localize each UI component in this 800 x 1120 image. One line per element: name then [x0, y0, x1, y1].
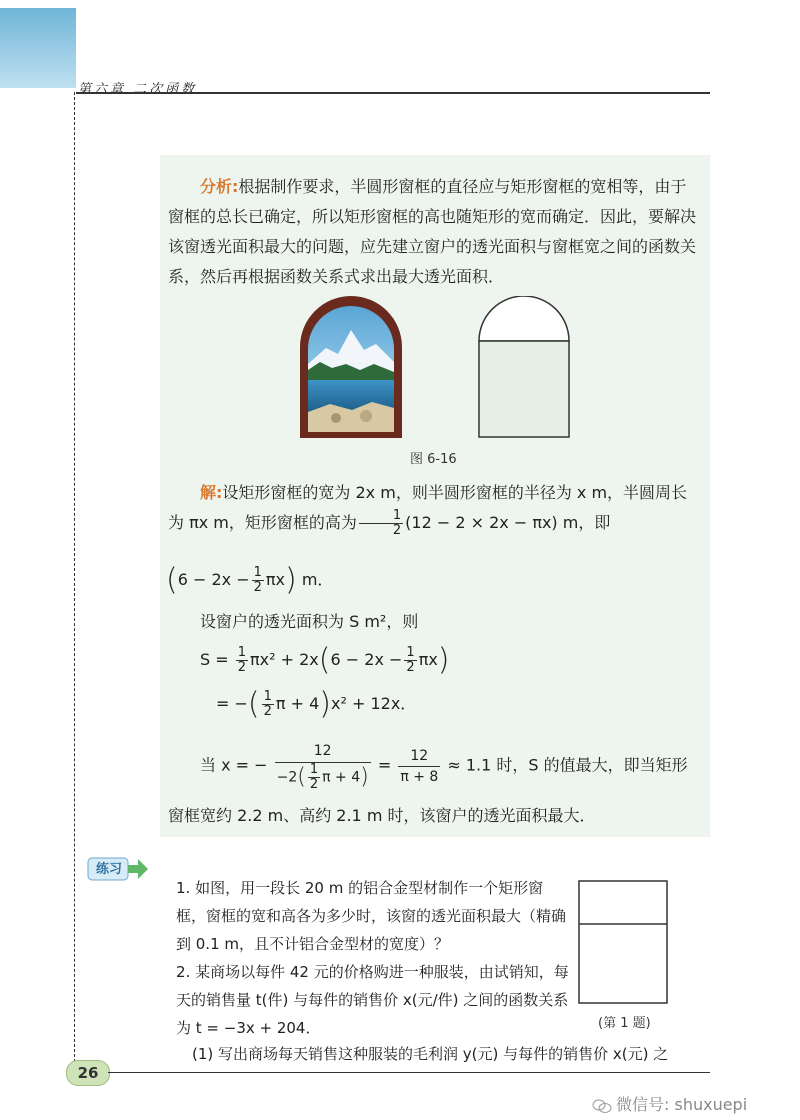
- solution-label: 解:: [200, 483, 223, 502]
- margin-dashed-line: [74, 92, 75, 1062]
- solution-text-tail: (12 − 2 × 2x − πx) m，即: [405, 513, 611, 532]
- height-expression: (6 − 2x − $\frac{1}{2}$ πx) m．: [166, 562, 334, 598]
- analysis-label: 分析:: [200, 177, 239, 196]
- solution-paragraph: [168, 478, 698, 538]
- max-fraction-1: 12 −2( $\frac{1}{2}$ π + 4): [276, 743, 369, 792]
- analysis-paragraph: [168, 172, 698, 292]
- conclusion: 窗框宽约 2.2 m、高约 2.1 m 时，该窗户的透光面积最大．: [168, 806, 596, 825]
- corner-tab: [0, 8, 76, 88]
- analysis-text: 根据制作要求，半圆形窗框的直径应与矩形窗框的宽相等，由于窗框的总长已确定，所以矩形窗框的高也随矩形的宽而确定．因此，要解决该窗透光面积最大的问题，应先建立窗户的透光面积与窗框宽之间的函数关系，然后再根据函数关系式求出最大透光面积．: [168, 177, 697, 286]
- footer-rule: [108, 1072, 710, 1073]
- header-rule: [76, 92, 710, 94]
- window-photo-illustration: [296, 292, 406, 438]
- chapter-header: 第六章 二次函数: [78, 82, 198, 97]
- solution-text: 设矩形窗框的宽为 2x m，则半圆形窗框的半径为 x m，半圆周长为 πx m，矩形窗框的高为: [168, 483, 688, 532]
- exercise-badge-label: 练习: [96, 862, 123, 877]
- area-intro: 设窗户的透光面积为 S m²，则: [200, 612, 419, 631]
- window-outline-diagram: [478, 296, 570, 438]
- figure-caption: 图 6-16: [410, 452, 457, 467]
- wechat-icon: [592, 1099, 612, 1113]
- exercise-figure-caption: (第 1 题): [598, 1016, 651, 1031]
- exercise-window-diagram: [578, 880, 668, 1004]
- page-number: 26: [66, 1060, 110, 1086]
- exercise-item-1: 1. 如图，用一段长 20 m 的铝合金型材制作一个矩形窗框，窗框的宽和高各为多少时，该窗的透光面积最大（精确到 0.1 m，且不计铝合金型材的宽度）？: [176, 879, 567, 953]
- maximum-condition: 当 x = − 12 −2( $\frac{1}{2}$ π + 4) = $\frac{12}{\pi + 8}$ ≈ 1.1 时，S 的值最大，即当矩形: [200, 740, 688, 792]
- fraction-half: $\frac{1}{2}$: [359, 509, 403, 538]
- exercise-item-2: 2. 某商场以每件 42 元的价格购进一种服装，由试销知，每天的销售量 t(件) 与每件的销售价 x(元/件) 之间的函数关系为 t = −3x + 204．: [176, 963, 569, 1037]
- area-equation-2: = −( $\frac{1}{2}$ π + 4)x² + 12x．: [216, 686, 417, 722]
- area-equation-1: S = $\frac{1}{2}$ πx² + 2x(6 − 2x − $\frac{1}{2}$ πx): [200, 642, 450, 678]
- exercise-item-2-sub: (1) 写出商场每天销售这种服装的毛利润 y(元) 与每件的销售价 x(元) 之: [192, 1045, 669, 1063]
- watermark: 微信号: shuxuepi: [592, 1092, 747, 1115]
- max-fraction-2: $\frac{12}{\pi + 8}$: [400, 747, 439, 785]
